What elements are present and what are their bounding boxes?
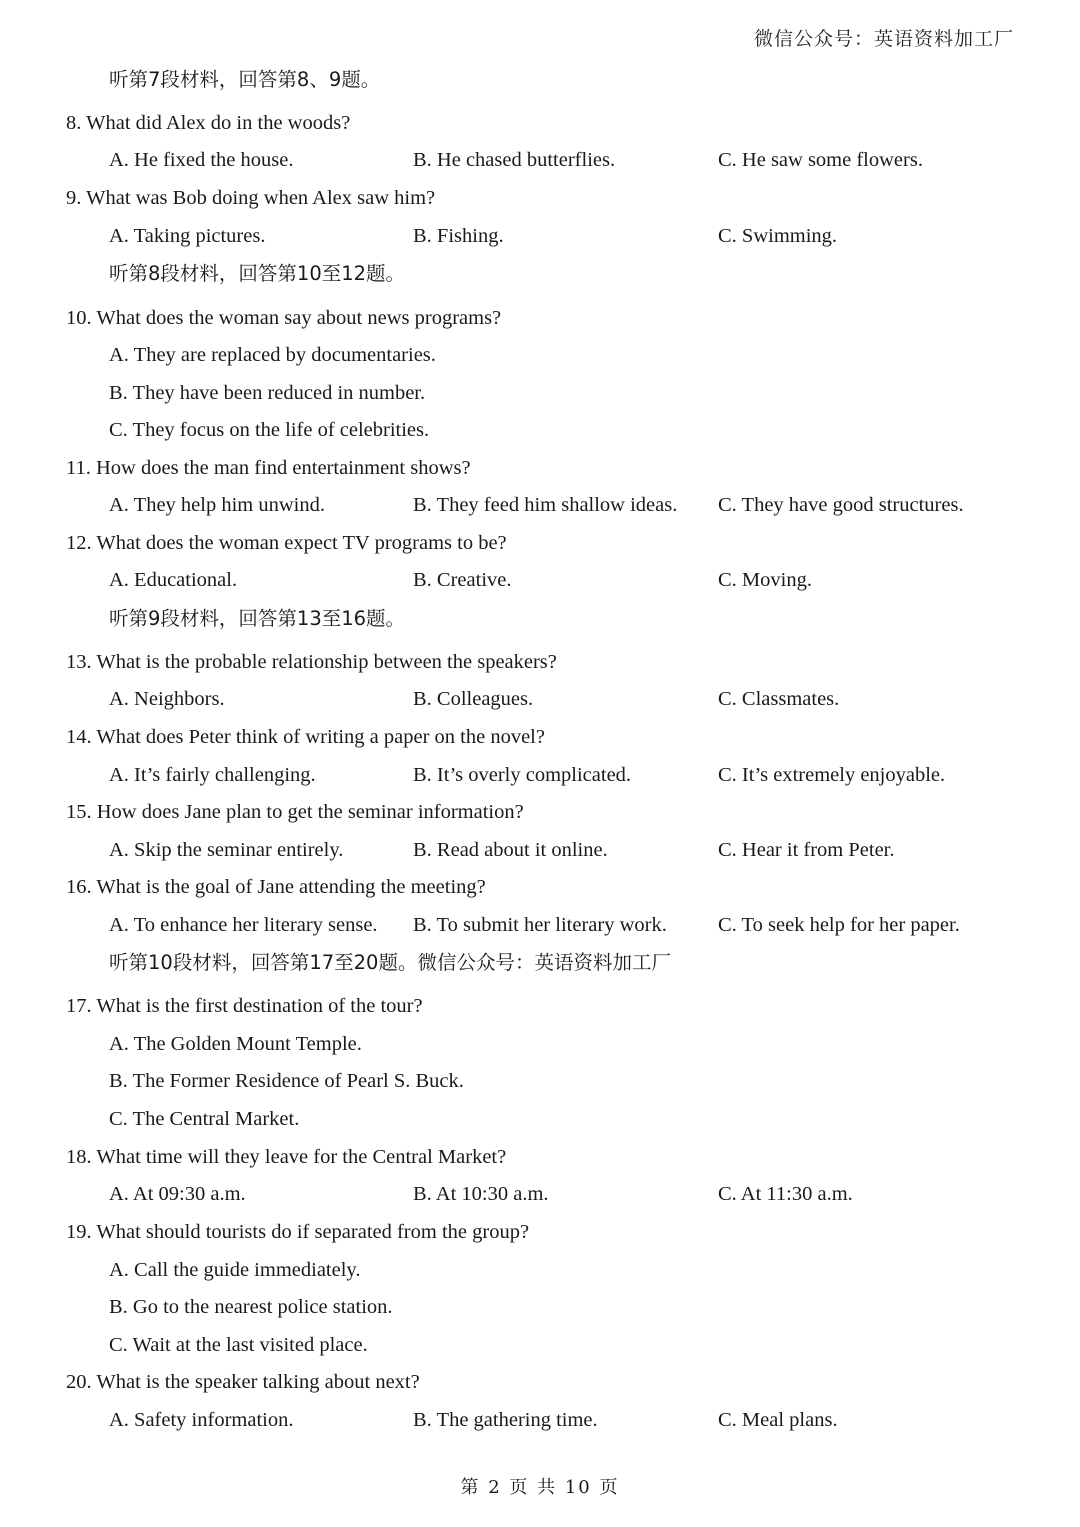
q9-option-c: C. Swimming. xyxy=(718,225,838,247)
q18-option-a: A. At 09:30 a.m. xyxy=(109,1183,246,1205)
q13-option-a: A. Neighbors. xyxy=(109,688,225,710)
section-instruction-8: 听第8段材料，回答第10至12题。 xyxy=(109,262,406,285)
question-19: 19. What should tourists do if separated from the group? xyxy=(66,1221,530,1243)
q19-option-a: A. Call the guide immediately. xyxy=(109,1259,361,1281)
q20-option-b: B. The gathering time. xyxy=(413,1409,598,1431)
q20-option-c: C. Meal plans. xyxy=(718,1409,838,1431)
section-instruction-10: 听第10段材料，回答第17至20题。微信公众号：英语资料加工厂 xyxy=(109,951,671,974)
q17-option-a: A. The Golden Mount Temple. xyxy=(109,1033,362,1055)
header-watermark: 微信公众号：英语资料加工厂 xyxy=(753,28,1014,50)
q11-option-c: C. They have good structures. xyxy=(718,494,964,516)
q16-option-b: B. To submit her literary work. xyxy=(413,914,667,936)
q8-option-c: C. He saw some flowers. xyxy=(718,149,923,171)
q12-option-b: B. Creative. xyxy=(413,569,512,591)
q12-option-a: A. Educational. xyxy=(109,569,238,591)
section-instruction-7: 听第7段材料，回答第8、9题。 xyxy=(109,68,381,91)
q15-option-b: B. Read about it online. xyxy=(413,839,608,861)
q14-option-b: B. It’s overly complicated. xyxy=(413,764,632,786)
q16-option-c: C. To seek help for her paper. xyxy=(718,914,960,936)
q13-option-c: C. Classmates. xyxy=(718,688,840,710)
q13-option-b: B. Colleagues. xyxy=(413,688,534,710)
q16-option-a: A. To enhance her literary sense. xyxy=(109,914,378,936)
q10-option-b: B. They have been reduced in number. xyxy=(109,382,426,404)
q11-option-b: B. They feed him shallow ideas. xyxy=(413,494,678,516)
question-17: 17. What is the first destination of the tour? xyxy=(66,995,423,1017)
q9-option-a: A. Taking pictures. xyxy=(109,225,266,247)
question-9: 9. What was Bob doing when Alex saw him? xyxy=(66,187,436,209)
q10-option-c: C. They focus on the life of celebrities. xyxy=(109,419,430,441)
q18-option-c: C. At 11:30 a.m. xyxy=(718,1183,853,1205)
q17-option-c: C. The Central Market. xyxy=(109,1108,300,1130)
question-18: 18. What time will they leave for the Central Market? xyxy=(66,1146,507,1168)
question-12: 12. What does the woman expect TV programs to be? xyxy=(66,532,507,554)
question-14: 14. What does Peter think of writing a paper on the novel? xyxy=(66,726,545,748)
section-instruction-9: 听第9段材料，回答第13至16题。 xyxy=(109,607,406,630)
q20-option-a: A. Safety information. xyxy=(109,1409,294,1431)
q19-option-c: C. Wait at the last visited place. xyxy=(109,1334,368,1356)
q14-option-c: C. It’s extremely enjoyable. xyxy=(718,764,946,786)
question-15: 15. How does Jane plan to get the seminar information? xyxy=(66,801,524,823)
question-8: 8. What did Alex do in the woods? xyxy=(66,112,351,134)
question-13: 13. What is the probable relationship between the speakers? xyxy=(66,651,557,673)
q18-option-b: B. At 10:30 a.m. xyxy=(413,1183,549,1205)
question-16: 16. What is the goal of Jane attending the meeting? xyxy=(66,876,486,898)
q8-option-a: A. He fixed the house. xyxy=(109,149,294,171)
q17-option-b: B. The Former Residence of Pearl S. Buck. xyxy=(109,1070,464,1092)
q10-option-a: A. They are replaced by documentaries. xyxy=(109,344,436,366)
page-number-footer: 第 2 页 共 10 页 xyxy=(460,1477,620,1498)
question-11: 11. How does the man find entertainment shows? xyxy=(66,457,471,479)
q14-option-a: A. It’s fairly challenging. xyxy=(109,764,316,786)
question-20: 20. What is the speaker talking about next? xyxy=(66,1371,420,1393)
question-10: 10. What does the woman say about news programs? xyxy=(66,307,502,329)
q9-option-b: B. Fishing. xyxy=(413,225,504,247)
q12-option-c: C. Moving. xyxy=(718,569,812,591)
q19-option-b: B. Go to the nearest police station. xyxy=(109,1296,393,1318)
q11-option-a: A. They help him unwind. xyxy=(109,494,325,516)
q15-option-a: A. Skip the seminar entirely. xyxy=(109,839,344,861)
q8-option-b: B. He chased butterflies. xyxy=(413,149,616,171)
q15-option-c: C. Hear it from Peter. xyxy=(718,839,895,861)
